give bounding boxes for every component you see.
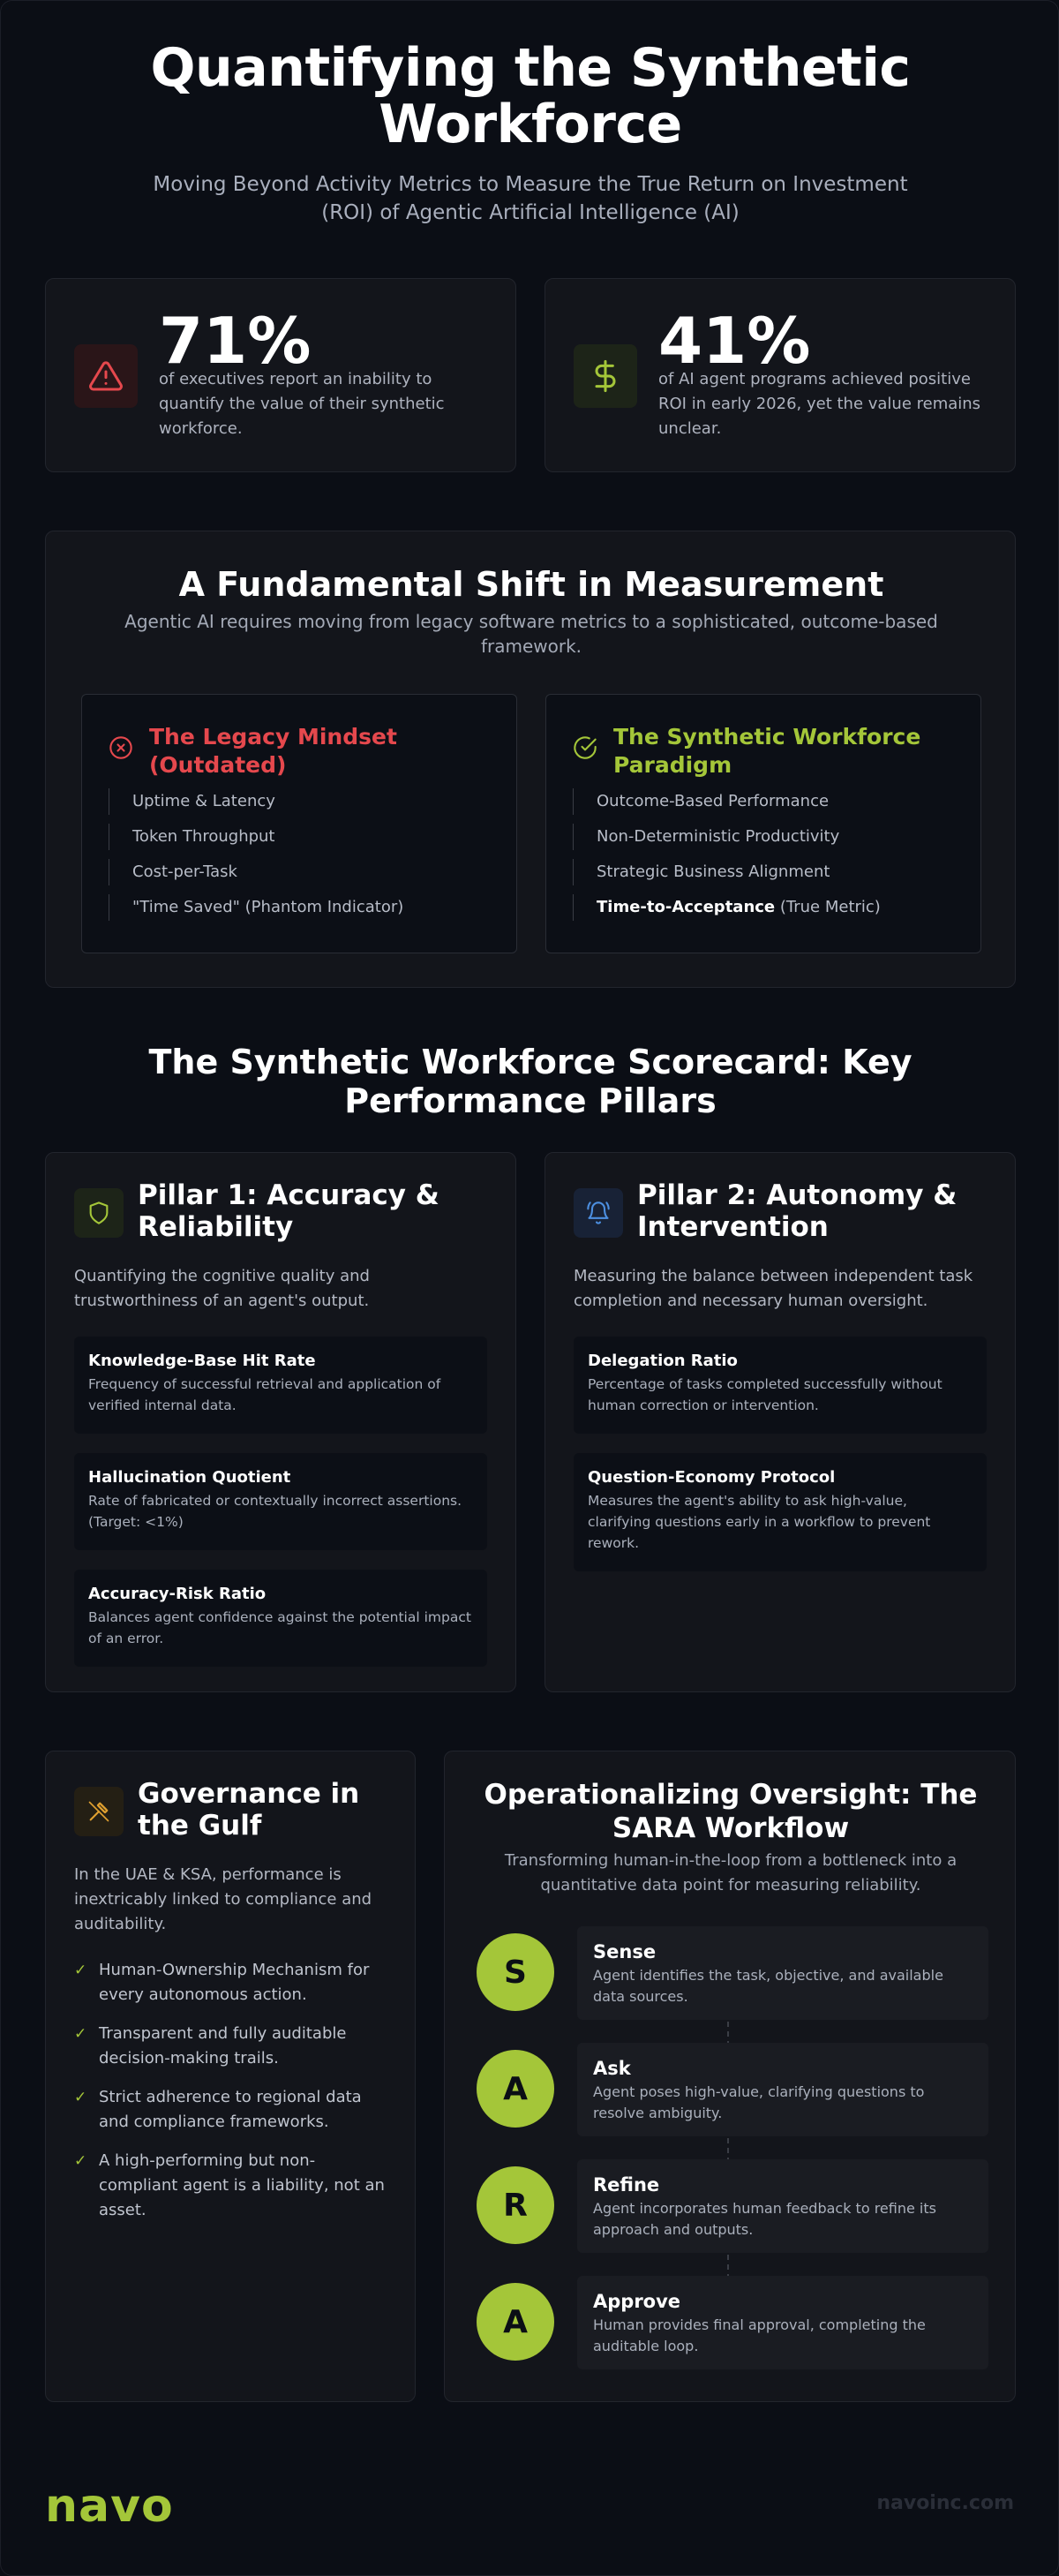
legacy-mindset-box	[81, 694, 517, 953]
metric-card	[74, 1570, 487, 1667]
step-card	[577, 2159, 988, 2253]
pillar-title: Pillar 1: Accuracy & Reliability	[138, 1179, 439, 1243]
pillar-description: Measuring the balance between independent task completion and necessary human oversight.	[574, 1267, 973, 1310]
list-item: "Time Saved" (Phantom Indicator)	[109, 894, 497, 921]
check-circle-icon	[573, 735, 597, 764]
metric-card	[74, 1337, 487, 1434]
stat-description: of executives report an inability to quantify the value of their synthetic workforce.	[159, 370, 445, 438]
list-item: Outcome-Based Performance	[573, 788, 961, 815]
step-card	[577, 2276, 988, 2369]
warning-icon	[74, 344, 138, 408]
legacy-list	[109, 788, 497, 930]
step-title: Ask	[593, 2058, 631, 2079]
step-title: Approve	[593, 2291, 681, 2312]
step-card	[577, 2043, 988, 2136]
metric-description: Rate of fabricated or contextually incorrect assertions. (Target: <1%)	[88, 1493, 462, 1530]
hero-section	[89, 37, 972, 227]
stat-card-executives	[45, 278, 516, 472]
page-title: Quantifying the Synthetic Workforce	[150, 37, 911, 155]
metric-card	[74, 1453, 487, 1550]
metric-title: Delegation Ratio	[588, 1352, 738, 1370]
shift-title: A Fundamental Shift in Measurement	[178, 565, 884, 604]
synthetic-paradigm-box	[545, 694, 981, 953]
metric-title: Accuracy-Risk Ratio	[88, 1585, 267, 1603]
list-item	[573, 894, 961, 921]
step-badge: A	[477, 2050, 554, 2128]
x-circle-icon	[109, 735, 133, 764]
check-icon: ✓	[74, 2152, 87, 2170]
synthetic-list	[573, 788, 961, 930]
pillar-description: Quantifying the cognitive quality and trustworthiness of an agent's output.	[74, 1267, 370, 1310]
pillar-title: Pillar 2: Autonomy & Intervention	[637, 1179, 958, 1243]
dollar-icon	[574, 344, 637, 408]
stat-value: 41%	[658, 304, 811, 378]
scorecard-title: The Synthetic Workforce Scorecard: Key Performance Pillars	[148, 1043, 913, 1120]
sara-title: Operationalizing Oversight: The SARA Workflow	[484, 1779, 978, 1844]
step-badge: R	[477, 2166, 554, 2244]
governance-card	[45, 1751, 416, 2402]
pillar-card-autonomy	[545, 1152, 1016, 1692]
key-metric-label: Time-to-Acceptance	[597, 898, 776, 916]
stat-value: 71%	[159, 304, 312, 378]
list-item: ✓ A high-performing but non-compliant agent is a liability, not an asset.	[74, 2149, 387, 2223]
legacy-title: The Legacy Mindset (Outdated)	[149, 724, 397, 778]
list-item: ✓ Transparent and fully auditable decision-making trails.	[74, 2022, 387, 2071]
step-description: Human provides final approval, completing the auditable loop.	[593, 2316, 926, 2354]
stat-card-roi	[545, 278, 1016, 472]
metric-title: Hallucination Quotient	[88, 1468, 291, 1487]
list-item: Token Throughput	[109, 824, 497, 850]
check-icon: ✓	[74, 2025, 87, 2043]
list-item: ✓ Strict adherence to regional data and compliance frameworks.	[74, 2085, 387, 2135]
stat-description: of AI agent programs achieved positive ROI in early 2026, yet the value remains unclear.	[658, 370, 981, 438]
metric-card	[574, 1453, 987, 1571]
check-icon: ✓	[74, 1962, 87, 1979]
metric-description: Frequency of successful retrieval and application of verified internal data.	[88, 1376, 441, 1413]
governance-title: Governance in the Gulf	[138, 1778, 360, 1842]
key-metric-note: (True Metric)	[775, 898, 881, 916]
metric-title: Knowledge-Base Hit Rate	[88, 1352, 316, 1370]
shift-subtitle: Agentic AI requires moving from legacy software metrics to a sophisticated, outcome-based framework.	[124, 611, 938, 657]
list-item: Strategic Business Alignment	[573, 859, 961, 885]
list-item: ✓ Human-Ownership Mechanism for every autonomous action.	[74, 1958, 387, 2007]
metric-card	[574, 1337, 987, 1434]
check-icon: ✓	[74, 2089, 87, 2106]
sara-subtitle: Transforming human-in-the-loop from a bottleneck into a quantitative data point for measuring reliability.	[504, 1851, 958, 1894]
governance-description: In the UAE & KSA, performance is inextricably linked to compliance and auditability.	[74, 1865, 372, 1933]
step-title: Refine	[593, 2174, 660, 2196]
metric-description: Percentage of tasks completed successfully without human correction or intervention.	[588, 1376, 943, 1413]
list-item: Cost-per-Task	[109, 859, 497, 885]
navo-logo: navo	[45, 2480, 174, 2533]
page-subtitle: Moving Beyond Activity Metrics to Measure the True Return on Investment (ROI) of Agentic Artificial Intelligence (AI)	[153, 173, 908, 224]
metric-description: Balances agent confidence against the potential impact of an error.	[88, 1609, 471, 1646]
step-title: Sense	[593, 1941, 657, 1962]
metric-title: Question-Economy Protocol	[588, 1468, 836, 1487]
step-badge: S	[477, 1933, 554, 2011]
shift-section	[45, 531, 1016, 988]
pillar-card-accuracy	[45, 1152, 516, 1692]
list-item: Non-Deterministic Productivity	[573, 824, 961, 850]
step-description: Agent identifies the task, objective, and available data sources.	[593, 1967, 943, 2005]
bell-icon	[574, 1188, 623, 1238]
governance-list	[74, 1958, 387, 2237]
metric-description: Measures the agent's ability to ask high-value, clarifying questions early in a workflow to prevent rework.	[588, 1493, 931, 1551]
website-link[interactable]: navoinc.com	[876, 2492, 1014, 2514]
list-item: Uptime & Latency	[109, 788, 497, 815]
step-badge: A	[477, 2283, 554, 2361]
scale-icon	[74, 1787, 124, 1836]
synthetic-title: The Synthetic Workforce Paradigm	[613, 724, 921, 778]
step-description: Agent poses high-value, clarifying questions to resolve ambiguity.	[593, 2083, 925, 2121]
step-description: Agent incorporates human feedback to refine its approach and outputs.	[593, 2200, 936, 2238]
sara-card	[444, 1751, 1016, 2402]
step-card	[577, 1926, 988, 2020]
shield-icon	[74, 1188, 124, 1238]
